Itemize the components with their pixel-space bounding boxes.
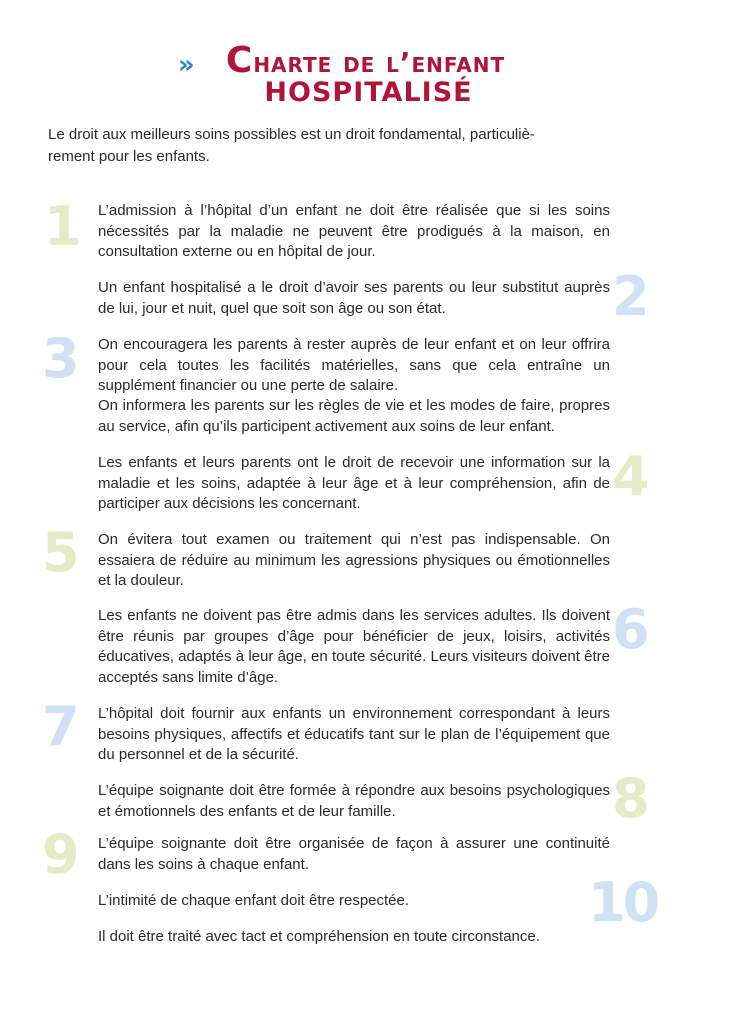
article-10-text-a: L’intimité de chaque enfant doit être respectée. — [98, 892, 410, 909]
article-number-1: 1 — [44, 195, 79, 258]
title-line-2: HOSPITALISÉ — [264, 77, 473, 108]
title-initial: C — [225, 40, 254, 81]
article-6-text: Les enfants ne doivent pas être admis dans les services adultes. Ils doivent être réunis par groupes d’âge pour bénéficier de jeux, loisirs, activités éducatives, adaptés à leur âge, en toute sécurité. Leurs visiteurs doivent être acceptés sans limite d’âge. — [98, 607, 610, 686]
double-chevron-icon: » — [177, 50, 189, 80]
article-1-text: L’admission à l’hôpital d’un enfant ne doit être réalisée que si les soins nécessités par la maladie ne peuvent être prodigués à la maison, en consultation externe ou en hôpital de jour. — [98, 202, 610, 260]
article-number-6: 6 — [612, 598, 647, 661]
intro-text: Le droit aux meilleurs soins possibles est un droit fondamental, particulièrement pour les enfants. — [48, 126, 535, 165]
article-number-2: 2 — [612, 265, 647, 328]
article-7-text: L’hôpital doit fournir aux enfants un environnement correspondant à leurs besoins physiques, affectifs et éducatifs tant sur le plan de l’équipement que du personnel et de la sécurité. — [98, 705, 610, 763]
page-title — [0, 40, 731, 108]
article-3-text-a: On encouragera les parents à rester auprès de leur enfant et on leur offrira pour cela toutes les facilités matérielles, sans que cela entraîne un supplément financier ou une perte de salaire. — [98, 336, 610, 394]
article-10-text-b: Il doit être traité avec tact et compréhension en toute circonstance. — [98, 928, 540, 945]
title-line-1 — [177, 40, 506, 81]
article-3-text-b: On informera les parents sur les règles de vie et les modes de faire, propres au service, afin qu’ils participent activement aux soins de leur enfant. — [98, 397, 610, 435]
article-number-10: 10 — [588, 871, 658, 934]
article-4-text: Les enfants et leurs parents ont le droit de recevoir une information sur la maladie et les soins, adaptée à leur âge et à leur compréhension, afin de participer aux décisions les concernant. — [98, 454, 610, 512]
article-8-text: L’équipe soignante doit être formée à répondre aux besoins psychologiques et émotionnels des enfants et de leur famille. — [98, 782, 610, 820]
article-number-5: 5 — [42, 521, 77, 584]
article-number-9: 9 — [42, 823, 77, 886]
article-2-text: Un enfant hospitalisé a le droit d’avoir ses parents ou leur substitut auprès de lui, jour et nuit, quel que soit son âge ou son état. — [98, 279, 610, 317]
article-number-7: 7 — [42, 695, 77, 758]
article-5-text: On évitera tout examen ou traitement qui n’est pas indispensable. On essaiera de réduire au minimum les agressions physiques ou émotionnelles et la douleur. — [98, 531, 610, 589]
article-number-8: 8 — [612, 767, 647, 830]
title-rest: harte de l’enfant — [253, 46, 506, 79]
article-number-4: 4 — [612, 445, 647, 508]
article-9-text: L’équipe soignante doit être organisée de façon à assurer une continuité dans les soins à chaque enfant. — [98, 835, 610, 873]
article-number-3: 3 — [42, 327, 77, 390]
